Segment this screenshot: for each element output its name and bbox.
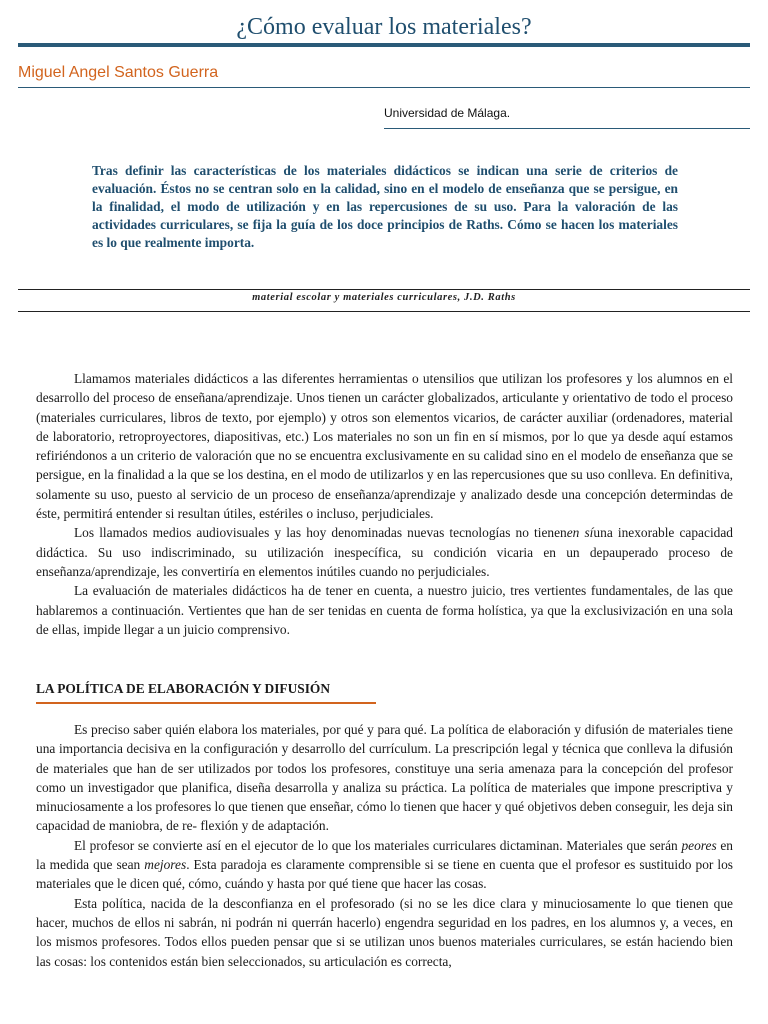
section-paragraph-2-emphasis-2: mejores: [144, 857, 187, 873]
affiliation-divider: [384, 128, 750, 129]
abstract: Tras definir las características de los materiales didácticos se indican una serie de criterios de evaluación. Éstos no se centran solo en la calidad, sino en el modelo de enseñanza que se persigue, en la finalidad, el modo de utilización y en las repercusiones de su uso. Para la valoración de las actividades curriculares, se fija la guía de los doce principios de Raths. Cómo se hacen los materiales es lo que realmente importa.: [92, 163, 678, 250]
section-paragraph-2-text-b: en la medida que sean: [36, 837, 733, 873]
section-text: [36, 720, 733, 971]
section-paragraph-2: [36, 836, 733, 894]
section-paragraph-2-emphasis-1: peores: [681, 837, 717, 853]
author-affiliation: Universidad de Málaga.: [384, 106, 511, 120]
keywords: material escolar y materiales curriculares, J.D. Raths: [252, 292, 516, 303]
body-paragraph-3: La evaluación de materiales didácticos ha de tener en cuenta, a nuestro juicio, tres vertientes fundamentales, de las que hablaremos a continuación. Vertientes que han de ser tenidas en cuenta de forma holística, ya que la exclusivización en una sola de ellas, impide llegar a un juicio comprensivo.: [36, 583, 733, 637]
keywords-bottom-rule: [18, 311, 750, 312]
section-heading-underline: [36, 702, 376, 704]
keywords-top-rule: [18, 289, 750, 290]
title-divider: [18, 43, 750, 47]
body-paragraph-1: Llamamos materiales didácticos a las diferentes herramientas o utensilios que utilizan los profesores y los alumnos en el desarrollo del proceso de enseñana/aprendizaje. Unos tienen un carácter globalizados, articulante y orientativo de todo el proceso (materiales curriculares, libros de texto, por ejemplo) y otros son elementos vicarios, de carácter auxiliar (ordenadores, material de laboratorio, retroproyectores, diapositivas, etc.) Los materiales no son un fin en sí mismos, por lo que ya desde aquí estamos refiriéndonos a un criterio de valoración que no se encuentra exclusivamente en su calidad sino en el modelo de enseñanza que se persigue, en la finalidad a la que se los destina, en el modo de utilizarlos y en las repercusiones que su uso conlleva. En definitiva, solamente su uso, puesto al servicio de un proceso de enseñanza/aprendizaje y analizado desde una concepción determindas de éste, permitirá entender si resultan útiles, estériles o incluso, perjudiciales.: [36, 371, 733, 522]
section-paragraph-3: Esta política, nacida de la desconfianza en el profesorado (si no se les dice clara y minuciosamente lo que tienen que hacer, muchos de ellos ni sabrán, ni podrán ni querrán hacerlo) engendra seguridad en los padres, en los alumnos y, a veces, en los mismos profesores. Todos ellos pueden pensar que si se utilizan unos buenos materiales curriculares, se están haciendo bien las cosas: los contenidos están bien seleccionados, su articulación es correcta,: [36, 895, 733, 969]
article-title: ¿Cómo evaluar los materiales?: [236, 14, 532, 40]
body-paragraph-2: [36, 523, 733, 581]
author-divider: [18, 87, 750, 88]
section-paragraph-1: Es preciso saber quién elabora los materiales, por qué y para qué. La política de elaboración y difusión de materiales tiene una importancia decisiva en la configuración y desarrollo del currículum. La prescripción legal y técnica que conlleva la difusión de materiales que han de ser utilizados por todos los profesores, constituye una seria amenaza para la concepción del profesor como un investigador que planifica, diseña desarrolla y analiza su práctica. La política de materiales que impone prescriptiva y minuciosamente a los profesores lo que tienen que enseñar, cómo lo tienen que hacer y qué objetivos deben conseguir, les deja sin capacidad de maniobra, de re- flexión y de adaptación.: [36, 722, 733, 834]
body-paragraph-2-text-b: una inexorable capacidad didáctica. Su uso indiscriminado, su utilización inespecífica, su condición vicaria en un depauperado proceso de enseñanza/aprendizaje, les convertiría en elementos inútiles cuando no perjudiciales.: [36, 525, 733, 579]
section-paragraph-2-text-c: . Esta paradoja es claramente comprensible si se tiene en cuenta que el profesor es sustituido por los materiales que le dicen qué, cómo, cuándo y hasta por qué tiene que hacer las cosas.: [36, 857, 733, 892]
body-paragraph-2-text-a: Los llamados medios audiovisuales y las hoy denominadas nuevas tecnologías no tienen: [74, 525, 567, 541]
body-paragraph-2-emphasis: en sí: [566, 525, 594, 541]
intro-text: [36, 369, 733, 639]
author-name: Miguel Angel Santos Guerra: [18, 64, 219, 81]
section-heading: LA POLÍTICA DE ELABORACIÓN Y DIFUSIÓN: [36, 681, 331, 696]
section-paragraph-2-text-a: El profesor se convierte así en el ejecutor de lo que los materiales curriculares dictaminan. Materiales que serán: [74, 837, 682, 853]
